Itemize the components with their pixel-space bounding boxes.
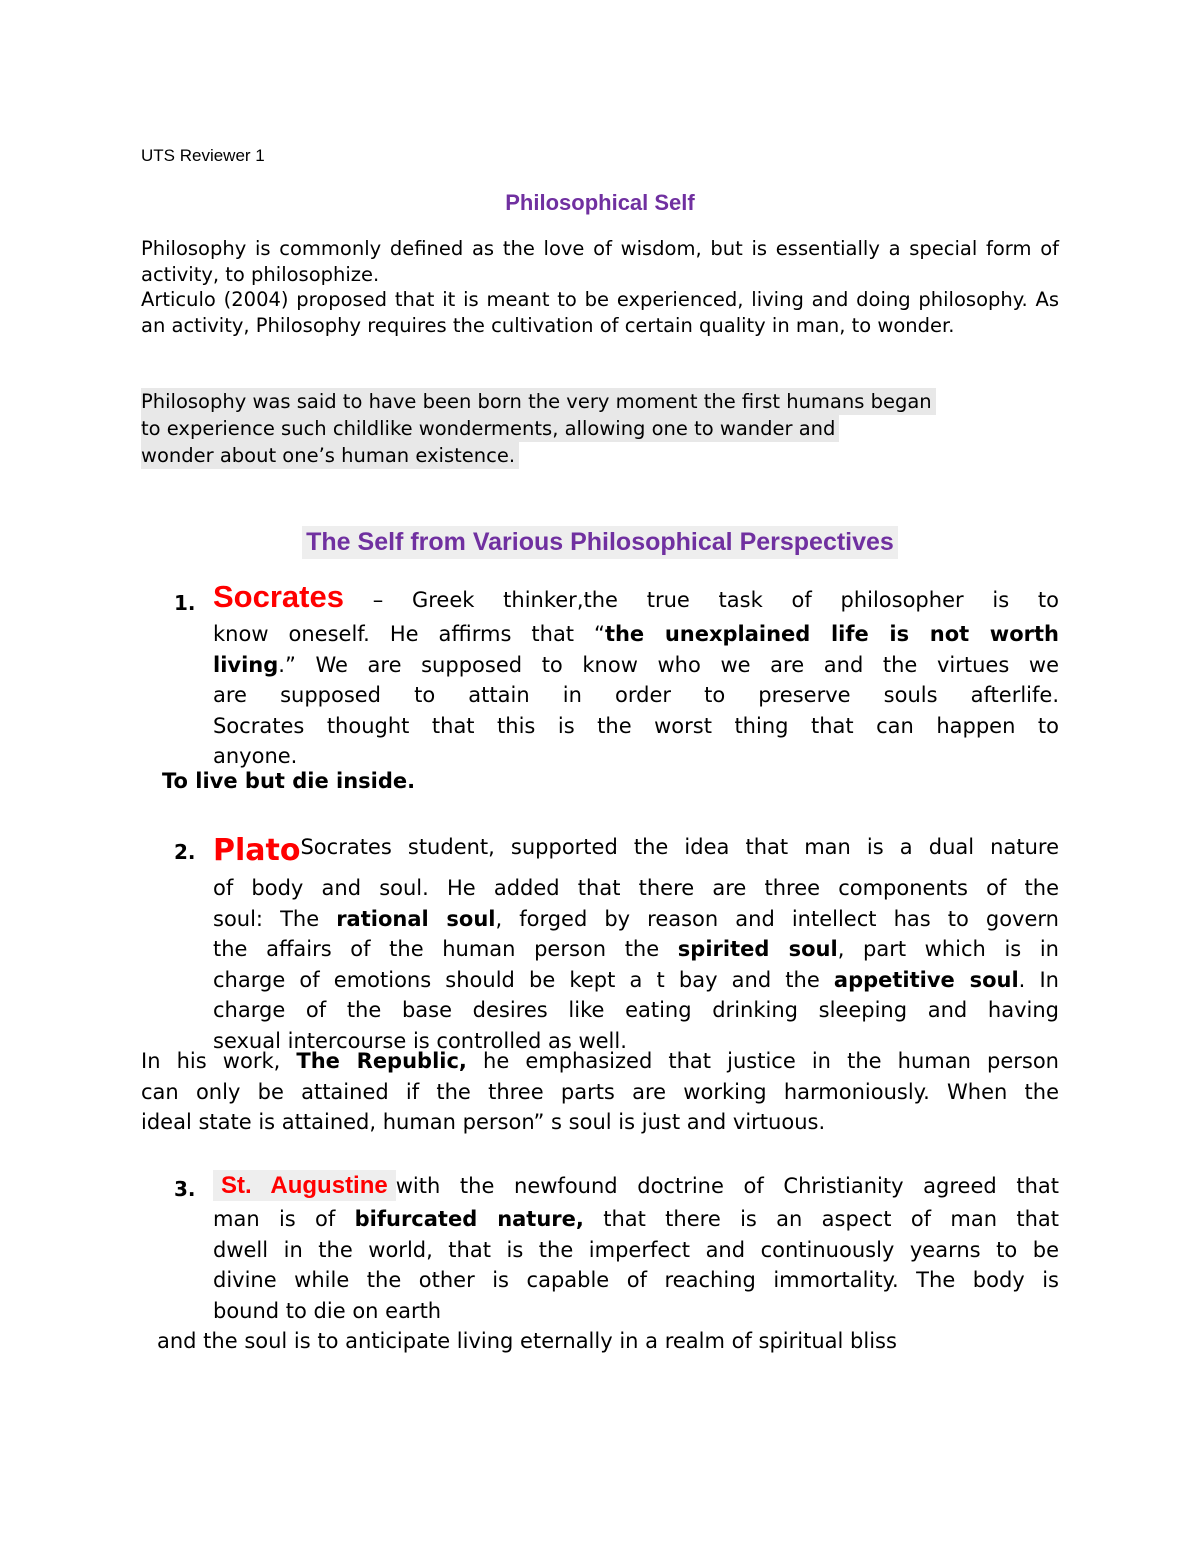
- plato-text: , part which is in: [837, 937, 1059, 961]
- highlight-line: Philosophy was said to have been born the very moment the first humans began: [141, 388, 936, 415]
- philosopher-name-socrates: Socrates: [213, 579, 344, 614]
- list-item-plato: [213, 831, 1059, 1056]
- plato-line-1: [213, 831, 1059, 873]
- augustine-text: man is of: [213, 1207, 355, 1231]
- socrates-text: .” We are supposed to know who we are and the virtues we: [278, 652, 1059, 677]
- plato-line-3: [213, 904, 1059, 935]
- highlight-line: wonder about one’s human existence.: [141, 442, 519, 469]
- plato-text: the affairs of the human person the: [213, 937, 678, 961]
- plato-after-line-3: ideal state is attained, human person” s soul is just and virtuous.: [141, 1110, 826, 1134]
- plato-after-text: In his work,: [141, 1049, 297, 1073]
- plato-text: Socrates student, supported the idea that man is a dual nature: [300, 835, 1059, 859]
- list-number-2: 2.: [174, 840, 196, 864]
- plato-line-2: of body and soul. He added that there are three components of the: [213, 876, 1059, 900]
- intro-paragraphs: [141, 236, 1059, 338]
- socrates-quote-bold: the unexplained life is not worth: [604, 622, 1059, 646]
- augustine-after-text: and the soul is to anticipate living eternally in a realm of spiritual bliss: [157, 1329, 897, 1353]
- plato-after-text: he emphasized that justice in the human person: [466, 1049, 1059, 1073]
- intro-paragraph-2: Articulo (2004) proposed that it is meant to be experienced, living and doing philosophy. As an activity, Philosophy requires the cultivation of certain quality in man, to wonder.: [141, 288, 1059, 337]
- term-appetitive-soul: appetitive soul: [833, 967, 1019, 992]
- plato-line-7: sexual intercourse is controlled as well.: [213, 1028, 627, 1053]
- section-title-philosophical-self: Philosophical Self: [505, 190, 695, 215]
- plato-after-paragraph: [141, 1046, 1059, 1138]
- section-title-perspectives: The Self from Various Philosophical Perspectives: [302, 526, 898, 559]
- plato-after-line-2: can only be attained if the three parts are working harmoniously. When the: [141, 1079, 1059, 1104]
- list-number-3: 3.: [174, 1177, 196, 1201]
- philosopher-name-st-augustine: St. Augustine: [213, 1170, 396, 1201]
- section-title-wrapper: [0, 526, 1200, 559]
- term-spirited-soul: spirited soul: [677, 937, 838, 961]
- socrates-line-5: Socrates thought that this is the worst thing that can happen to: [213, 713, 1059, 738]
- plato-line-4: [213, 934, 1059, 965]
- socrates-line-3: [213, 650, 1059, 681]
- dash: –: [343, 588, 412, 612]
- term-bifurcated-nature: bifurcated nature,: [354, 1207, 584, 1231]
- augustine-line-3: dwell in the world, that is the imperfect and continuously yearns to be: [213, 1237, 1059, 1262]
- augustine-line-5: bound to die on earth: [213, 1298, 442, 1323]
- augustine-text: with the newfound doctrine of Christianity agreed that: [395, 1174, 1059, 1198]
- highlight-line: to experience such childlike wonderments, allowing one to wander and: [141, 415, 839, 442]
- socrates-quote-bold: living: [213, 652, 279, 677]
- socrates-text: know oneself. He affirms that “: [213, 622, 605, 646]
- plato-after-line-1: [141, 1046, 1059, 1077]
- augustine-text: that there is an aspect of man that: [583, 1207, 1059, 1231]
- augustine-line-2: [213, 1204, 1059, 1235]
- list-item-st-augustine: [213, 1168, 1059, 1326]
- socrates-line-1: [213, 578, 1059, 619]
- socrates-line-4: are supposed to attain in order to preserve souls afterlife.: [213, 683, 1059, 707]
- philosopher-name-plato: Plato: [213, 833, 301, 868]
- plato-text: soul: The: [213, 906, 337, 931]
- document-header-label: UTS Reviewer 1: [141, 146, 265, 165]
- list-item-socrates: [213, 578, 1059, 772]
- list-number-1: 1.: [174, 591, 196, 615]
- term-rational-soul: rational soul: [336, 906, 496, 931]
- highlighted-paragraph: [141, 388, 936, 469]
- augustine-line-4: divine while the other is capable of reaching immortality. The body is: [213, 1268, 1059, 1292]
- plato-line-5: [213, 965, 1059, 996]
- intro-paragraph-1: Philosophy is commonly defined as the love of wisdom, but is essentially a special form of activity, to philosophize.: [141, 237, 1059, 286]
- socrates-line-2: [213, 619, 1059, 650]
- plato-text: . In: [1018, 967, 1059, 992]
- socrates-text: Greek thinker,the true task of philosopher is to: [411, 588, 1059, 612]
- plato-line-6: charge of the base desires like eating drinking sleeping and having: [213, 998, 1059, 1022]
- plato-text: , forged by reason and intellect has to govern: [495, 906, 1059, 931]
- socrates-after-text: To live but die inside.: [162, 769, 416, 793]
- plato-text: charge of emotions should be kept a t bay and the: [213, 967, 834, 992]
- socrates-line-6: anyone.: [213, 744, 298, 768]
- work-title-the-republic: The Republic,: [296, 1049, 467, 1073]
- augustine-line-1: [213, 1168, 1059, 1204]
